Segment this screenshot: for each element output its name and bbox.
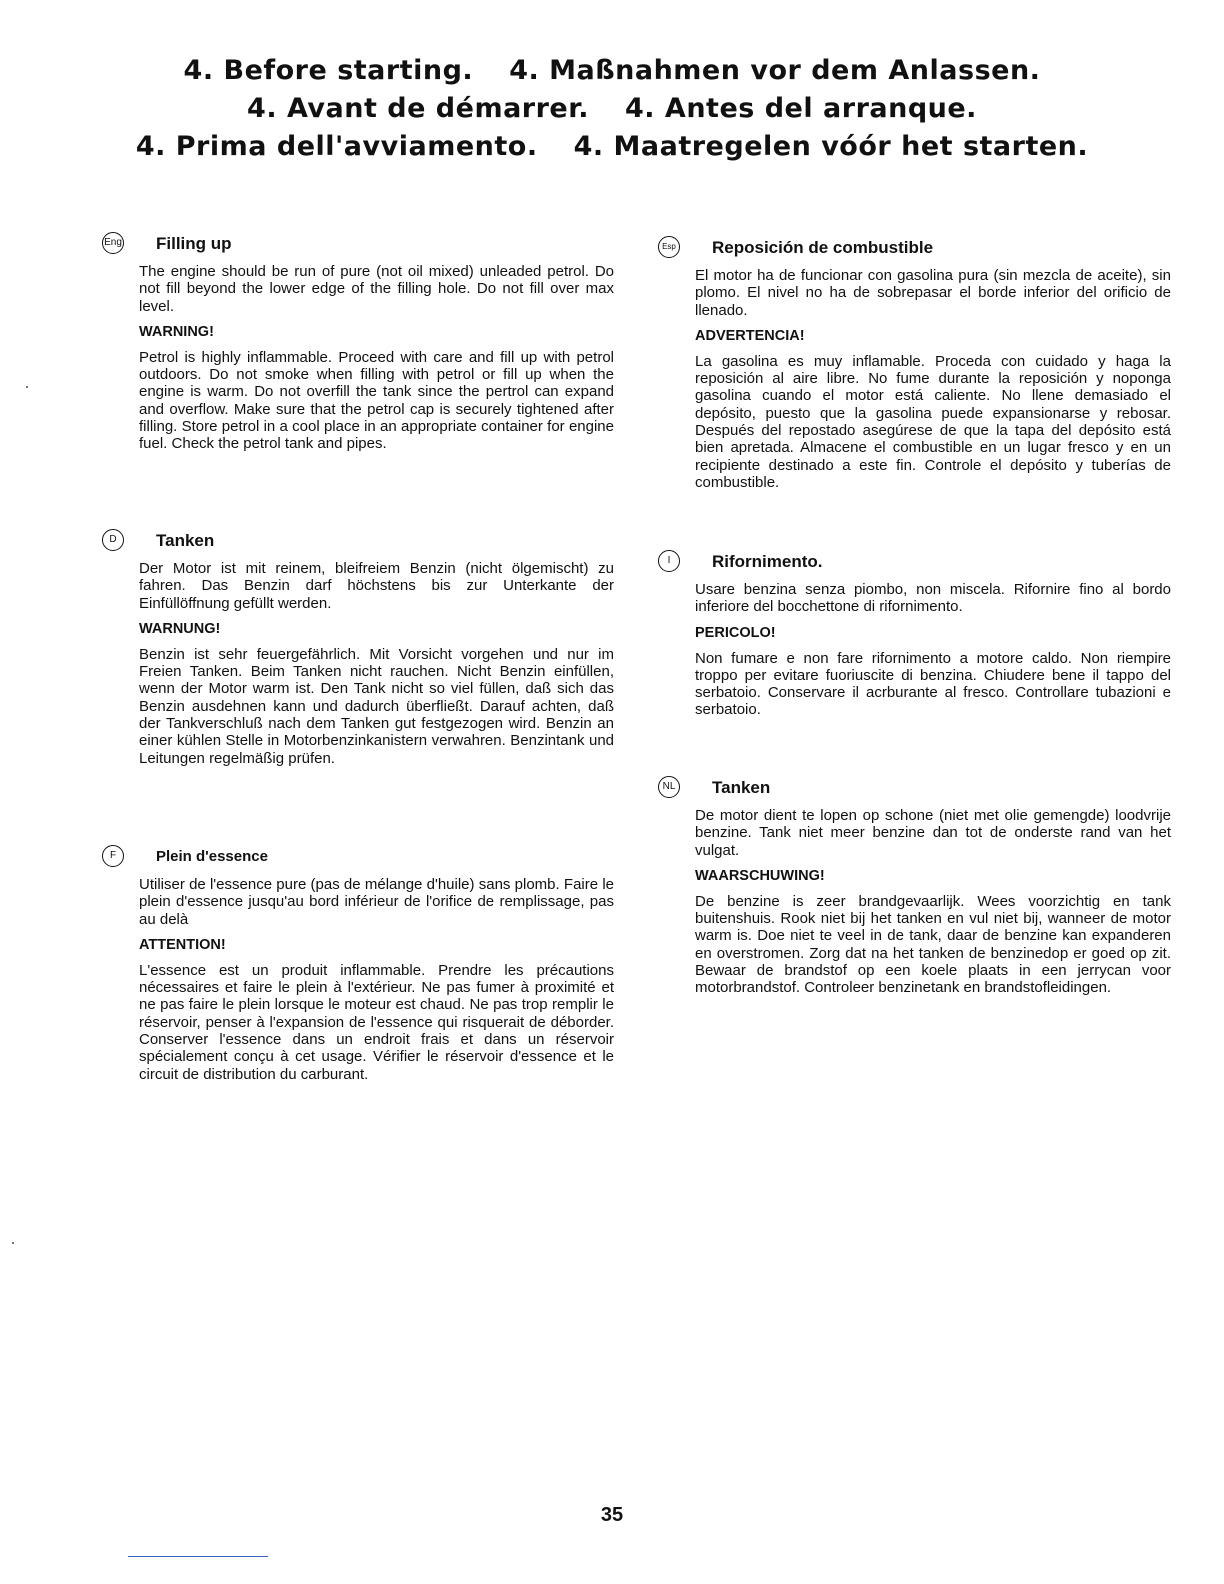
section-intro: El motor ha de funcionar con gasolina pura (sin mezcla de aceite), sin plomo. El nivel no ha de sobrepasar el borde inferior del orificio de llenado. [695, 267, 1171, 319]
section-title: Reposición de combustible [712, 238, 934, 257]
warning-label: ATTENTION! [139, 936, 226, 953]
section-header [104, 233, 614, 261]
section-header [667, 551, 1171, 579]
warning-text: Benzin ist sehr feuergefährlich. Mit Vorsicht vorgehen und nur im Freien Tanken. Beim Tanken nicht rauchen. Nicht Benzin einfüllen, wenn der Motor warm ist. Den Tank nicht so viel füllen, daß sich das Benzin ausdehnen kann und dadurch überfließt. Darauf achten, daß der Tankverschluß nach dem Tanken gut festgezogen wird. Benzin an einer kühlen Stelle in Motorbenzinkanistern verwahren. Benzintank und Leitungen regelmäßig prüfen. [139, 645, 614, 767]
section-english [104, 233, 614, 453]
section-french [109, 846, 614, 1083]
language-badge-icon: F [102, 845, 124, 867]
section-title: Filling up [156, 234, 232, 253]
section-dutch [662, 777, 1171, 997]
section-intro: De motor dient te lopen op schone (niet met olie gemengde) loodvrije benzine. Tank niet meer benzine dan tot de onderste rand van het vulgat. [695, 807, 1171, 859]
heading-de: 4. Maßnahmen vor dem Anlassen. [509, 55, 1041, 86]
warning-text: L'essence est un produit inflammable. Prendre les précautions nécessaires et faire le plein à l'extérieur. Ne pas fumer à proximité et ne pas faire le plein lorsque le moteur est chaud. Ne pas trop remplir le réservoir, penser à l'expansion de l'essence qui risquerait de déborder. Conserver l'essence dans un endroit frais et dans un réservoir spécialement conçu à cet usage. Vérifier le réservoir d'essence et le circuit de distribution du carburant. [139, 961, 614, 1083]
warning-text: Petrol is highly inflammable. Proceed with care and fill up with petrol outdoors. Do not smoke when filling with petrol or fill up when the engine is warm. Do not overfill the tank since the pertrol can expand and overflow. Make sure that the petrol cap is securely tightened after filling. Store petrol in a cool place in an appropriate container for engine fuel. Check the petrol tank and pipes. [139, 348, 614, 453]
warning-label: PERICOLO! [695, 624, 776, 641]
language-badge-icon: D [102, 529, 124, 551]
heading-fr: 4. Avant de démarrer. [247, 93, 589, 124]
language-badge-icon: NL [658, 776, 680, 798]
section-header [109, 846, 614, 874]
heading-line-2 [0, 90, 1224, 128]
section-spanish [662, 237, 1171, 491]
page-headings [0, 52, 1224, 166]
section-header [662, 237, 1171, 265]
language-badge-icon: Eng [102, 232, 124, 254]
warning-label: WARNUNG! [139, 620, 221, 637]
warning-text: La gasolina es muy inflamable. Proceda con cuidado y haga la reposición al aire libre. No fume durante la reposición y noponga gasolina cuando el motor está caliente. No llene demasiado el depósito, puesto que la gasolina puede expansionarse y rebosar. Después del repostado asegúrese de que la tapa del depósito está bien apretada. Almacene el combustible en un lugar fresco y en un recipiente destinado a este fin. Controle el depósito y tuberías de combustible. [695, 352, 1171, 491]
warning-text: Non fumare e non fare rifornimento a motore caldo. Non riempire troppo per evitare fuoriuscite di benzina. Chiudere bene il tappo del serbatoio. Conservare il acrburante al fresco. Controllare tubazioni e serbatoio. [695, 649, 1171, 719]
scan-speck [26, 386, 28, 388]
section-italian [667, 551, 1171, 719]
heading-en: 4. Before starting. [183, 55, 474, 86]
section-title: Tanken [712, 778, 771, 797]
section-german [109, 530, 614, 767]
section-title: Tanken [156, 531, 215, 550]
heading-it: 4. Prima dell'avviamento. [135, 131, 538, 162]
warning-label: ADVERTENCIA! [695, 327, 805, 344]
section-header [662, 777, 1171, 805]
heading-line-3 [0, 128, 1224, 166]
section-header [109, 530, 614, 558]
footer-rule [128, 1556, 268, 1557]
section-intro: The engine should be run of pure (not oil mixed) unleaded petrol. Do not fill beyond the lower edge of the filling hole. Do not fill over max level. [139, 263, 614, 315]
section-title: Plein d'essence [156, 848, 268, 865]
heading-nl: 4. Maatregelen vóór het starten. [573, 131, 1089, 162]
section-intro: Utiliser de l'essence pure (pas de mélange d'huile) sans plomb. Faire le plein d'essence jusqu'au bord inférieur de l'orifice de remplissage, pas au delà [139, 876, 614, 928]
section-intro: Der Motor ist mit reinem, bleifreiem Benzin (nicht ölgemischt) zu fahren. Das Benzin darf höchstens bis zur Unterkante der Einfüllöffnung gefüllt werden. [139, 560, 614, 612]
page-number: 35 [600, 1504, 624, 1526]
heading-es: 4. Antes del arranque. [624, 93, 977, 124]
scan-speck [12, 1242, 14, 1244]
warning-text: De benzine is zeer brandgevaarlijk. Wees voorzichtig en tank buitenshuis. Rook niet bij het tanken en vul niet bij, wanneer de motor warm is. Doe niet te veel in de tank, daar de benzine kan expanderen en overstromen. Zorg dat na het tanken de benzinedop er goed op zit. Bewaar de brandstof op een koele plaats in een jerrycan voor motorbrandstof. Controleer benzinetank en brandstofleidingen. [695, 892, 1171, 997]
section-title: Rifornimento. [712, 552, 823, 571]
language-badge-icon: Esp [658, 236, 680, 258]
language-badge-icon: I [658, 550, 680, 572]
section-intro: Usare benzina senza piombo, non miscela. Rifornire fino al bordo inferiore del bocchettone di rifornimento. [695, 581, 1171, 616]
warning-label: WARNING! [139, 323, 214, 340]
warning-label: WAARSCHUWING! [695, 867, 825, 884]
heading-line-1 [0, 52, 1224, 90]
